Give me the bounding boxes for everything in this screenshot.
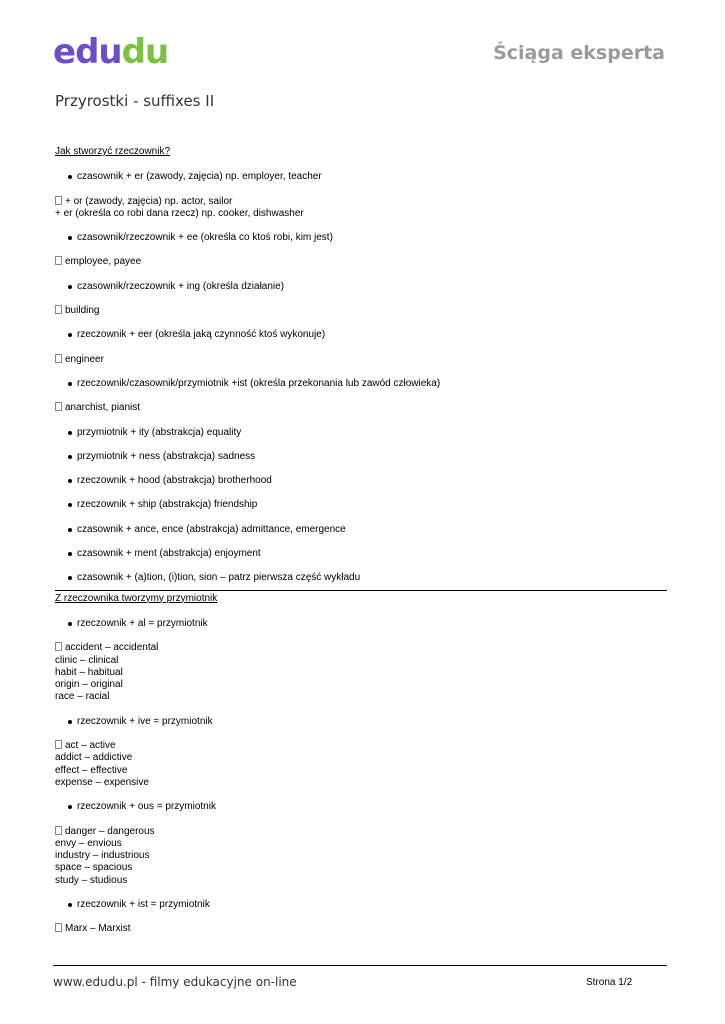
example-group <box>55 740 667 789</box>
example-line: effect – effective <box>55 764 128 776</box>
example-line: expense – expensive <box>55 776 149 788</box>
missing-glyph-icon <box>55 402 62 411</box>
example-line: study – studious <box>55 874 128 886</box>
missing-glyph-icon <box>55 642 62 651</box>
bullet-item: rzeczownik + eer (określa jaką czynność ktoś wykonuje) <box>68 329 667 341</box>
bullet-item: czasownik/rzeczownik + ee (określa co ktoś robi, kim jest) <box>68 232 667 244</box>
bullet-item: rzeczownik/czasownik/przymiotnik +ist (określa przekonania lub zawód człowieka) <box>68 378 667 390</box>
logo-letter: u <box>144 32 169 72</box>
example-line: habit – habitual <box>55 666 123 678</box>
example-line: employee, payee <box>65 256 142 268</box>
logo-letter: d <box>75 32 99 72</box>
bullet-item: czasownik + ance, ence (abstrakcja) admittance, emergence <box>68 524 667 536</box>
header-title: Ściąga eksperta <box>493 42 665 64</box>
bullet-item: rzeczownik + ist = przymiotnik <box>68 899 667 911</box>
section-title: Jak stworzyć rzeczownik? <box>55 146 171 157</box>
example-line: + or (zawody, zajęcia) np. actor, sailor <box>65 195 233 207</box>
example-line: addict – addictive <box>55 752 133 764</box>
section-divider <box>55 590 667 591</box>
example-group <box>55 642 667 703</box>
example-paragraph <box>55 305 667 317</box>
bullet-item: czasownik/rzeczownik + ing (określa działanie) <box>68 281 667 293</box>
bullet-item: czasownik + ment (abstrakcja) enjoyment <box>68 548 667 560</box>
example-paragraph <box>55 256 667 268</box>
missing-glyph-icon <box>55 740 62 749</box>
page-title: Przyrostki - suffixes II <box>55 92 215 110</box>
section-title: Z rzeczownika tworzymy przymiotnik <box>55 592 218 604</box>
edudu-logo <box>53 32 191 72</box>
example-line: building <box>65 305 100 317</box>
missing-glyph-icon <box>55 923 62 932</box>
example-line: space – spacious <box>55 862 133 874</box>
example-line: envy – envious <box>55 837 122 849</box>
logo-letter: u <box>98 32 122 72</box>
example-line: origin – original <box>55 679 123 691</box>
example-group <box>55 923 667 935</box>
example-line: race – racial <box>55 691 110 703</box>
example-line: anarchist, pianist <box>65 402 141 414</box>
example-line: clinic – clinical <box>55 654 119 666</box>
logo-letter: e <box>53 32 76 72</box>
missing-glyph-icon <box>55 826 62 835</box>
missing-glyph-icon <box>55 196 62 205</box>
bullet-item: czasownik + er (zawody, zajęcia) np. employer, teacher <box>68 171 667 183</box>
example-paragraph <box>55 354 667 366</box>
logo-letter: d <box>121 32 145 72</box>
example-line: accident – accidental <box>65 642 159 654</box>
missing-glyph-icon <box>55 305 62 314</box>
bullet-item: przymiotnik + ity (abstrakcja) equality <box>68 427 667 439</box>
example-paragraph <box>55 402 667 414</box>
example-line: act – active <box>65 740 116 752</box>
bullet-item: rzeczownik + al = przymiotnik <box>68 618 667 630</box>
page-number: Strona 1/2 <box>586 977 633 988</box>
bullet-item: rzeczownik + ship (abstrakcja) friendship <box>68 499 667 511</box>
bullet-item: przymiotnik + ness (abstrakcja) sadness <box>68 451 667 463</box>
footer-divider <box>53 965 667 966</box>
bullet-item: rzeczownik + hood (abstrakcja) brotherhood <box>68 475 667 487</box>
example-line: danger – dangerous <box>65 825 155 837</box>
missing-glyph-icon <box>55 354 62 363</box>
bullet-item: czasownik + (a)tion, (i)tion, sion – patrz pierwsza część wykładu <box>68 572 667 584</box>
missing-glyph-icon <box>55 256 62 265</box>
example-group <box>55 826 667 887</box>
example-line: industry – industrious <box>55 850 150 862</box>
example-paragraph <box>55 196 667 221</box>
footer-site-link[interactable]: www.edudu.pl - filmy edukacyjne on-line <box>53 975 297 989</box>
example-line: Marx – Marxist <box>65 923 131 935</box>
example-line: + er (określa co robi dana rzecz) np. cooker, dishwasher <box>55 207 304 219</box>
bullet-item: rzeczownik + ous = przymiotnik <box>68 801 667 813</box>
example-line: engineer <box>65 353 104 365</box>
document-body <box>55 146 667 948</box>
bullet-item: rzeczownik + ive = przymiotnik <box>68 716 667 728</box>
